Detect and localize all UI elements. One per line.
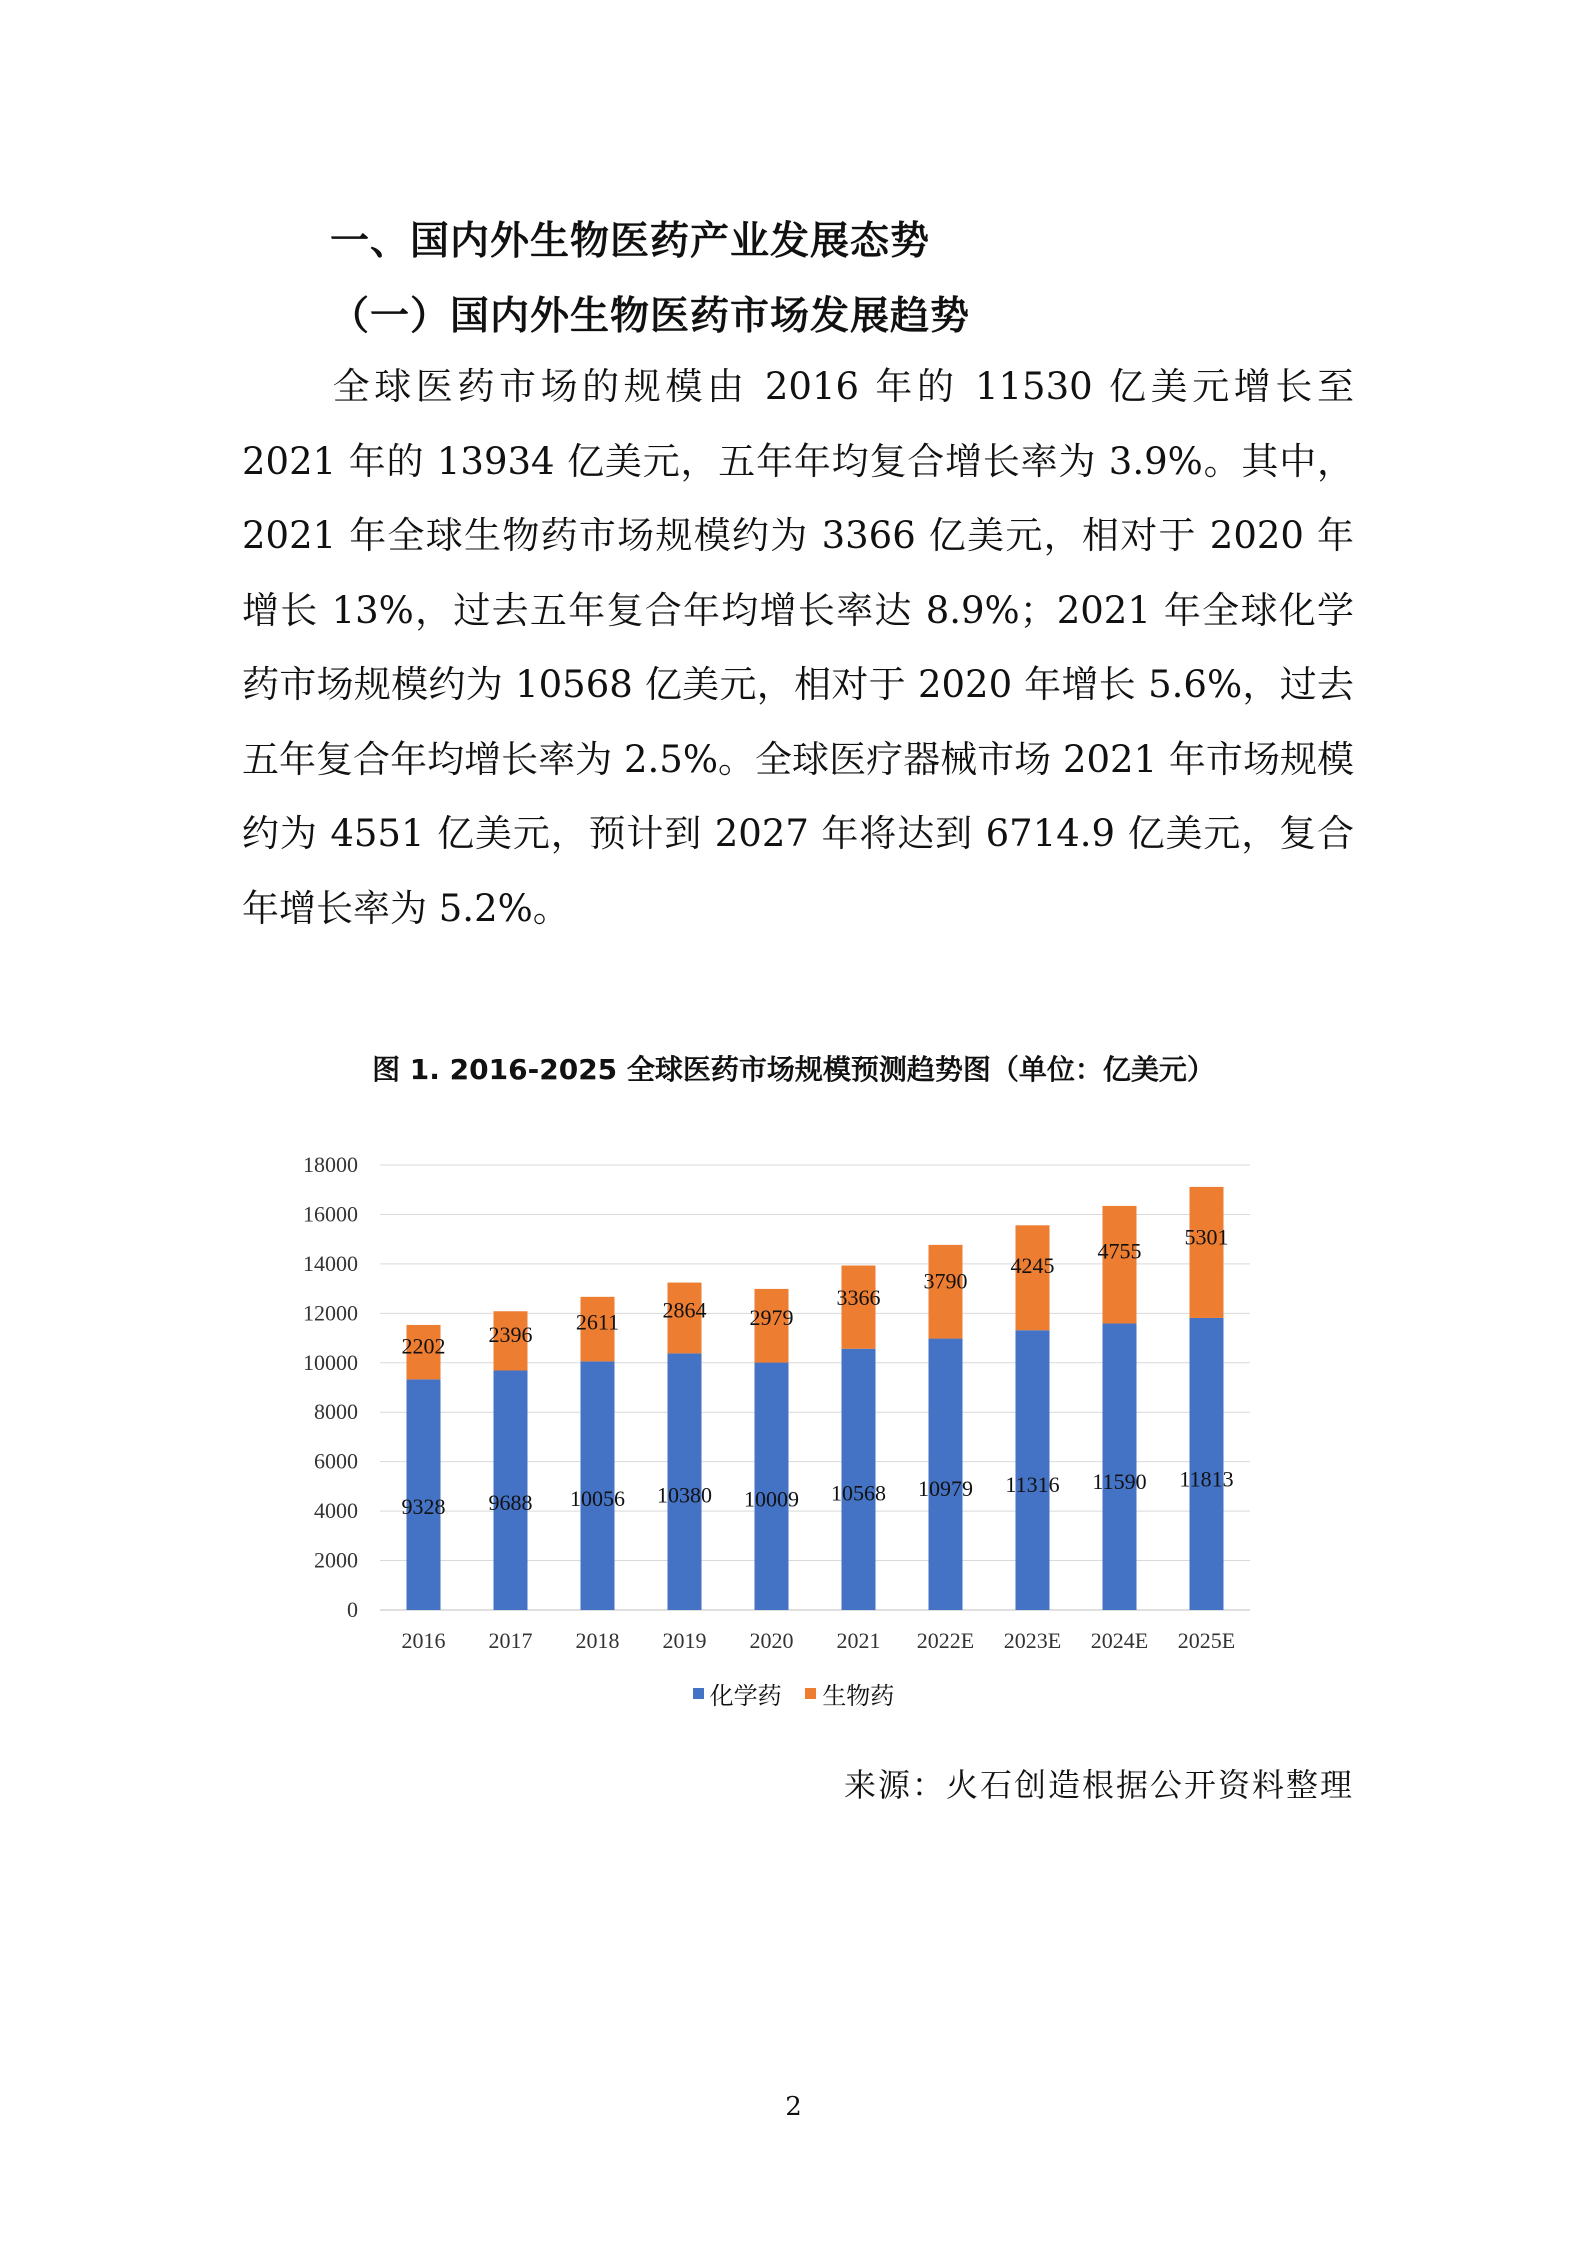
- bar-biologic: [1103, 1206, 1137, 1324]
- data-label-chemical: 9688: [488, 1490, 533, 1516]
- bar-chemical: [1103, 1323, 1137, 1610]
- x-tick-label: 2021: [836, 1628, 881, 1653]
- body-paragraph: [242, 350, 1354, 946]
- data-label-chemical: 11813: [1179, 1466, 1234, 1492]
- data-label-chemical: 11316: [1005, 1472, 1060, 1498]
- data-label-chemical: 10056: [570, 1486, 625, 1512]
- legend-swatch-chemical: [693, 1688, 704, 1699]
- x-tick-label: 2020: [749, 1628, 794, 1653]
- legend-item-biologic: [805, 1676, 894, 1711]
- x-tick-label: 2019: [662, 1628, 707, 1653]
- data-label-biologic: 2611: [575, 1309, 620, 1335]
- legend-item-chemical: [693, 1676, 782, 1711]
- y-tick-label: 10000: [303, 1349, 358, 1375]
- chart-svg: [280, 1140, 1280, 1680]
- data-label-biologic: 2202: [401, 1333, 446, 1359]
- x-tick-label: 2018: [575, 1628, 620, 1653]
- bar-chemical: [1190, 1318, 1224, 1610]
- y-tick-label: 6000: [314, 1448, 358, 1474]
- x-tick-label: 2024E: [1090, 1628, 1149, 1653]
- data-label-biologic: 2979: [749, 1304, 794, 1330]
- legend-label-chemical: 化学药: [709, 1682, 782, 1710]
- x-tick-label: 2023E: [1003, 1628, 1062, 1653]
- x-tick-label: 2016: [401, 1628, 446, 1653]
- x-tick-label: 2025E: [1177, 1628, 1236, 1653]
- y-tick-label: 2000: [314, 1547, 358, 1573]
- x-tick-label: 2022E: [916, 1628, 975, 1653]
- body-paragraph-text: 全球医药市场的规模由 2016 年的 11530 亿美元增长至 2021 年的 13934 亿美元，五年年均复合增长率为 3.9%。其中，2021 年全球生物药市场规模约为 3366 亿美元，相对于 2020 年增长 13%，过去五年复合年均增长率达 8.9%；2021 年全球化学药市场规模约为 10568 亿美元，相对于 2020 年增长 5.6%，过去五年复合年均增长率为 2.5%。全球医疗器械市场 2021 年市场规模约为 4551 亿美元，预计到 2027 年将达到 6714.9 亿美元，复合年增长率为 5.2%。: [242, 365, 1354, 930]
- data-label-chemical: 9328: [401, 1494, 446, 1520]
- data-label-chemical: 11590: [1092, 1469, 1147, 1495]
- data-label-biologic: 3366: [836, 1285, 881, 1311]
- data-label-chemical: 10568: [831, 1480, 886, 1506]
- y-tick-label: 0: [347, 1597, 358, 1622]
- data-label-biologic: 4245: [1010, 1253, 1055, 1279]
- data-label-biologic: 5301: [1184, 1224, 1229, 1250]
- bar-biologic: [1190, 1187, 1224, 1318]
- data-label-biologic: 3790: [923, 1268, 968, 1294]
- bar-chemical: [842, 1349, 876, 1610]
- stacked-bar-chart: [280, 1140, 1280, 1700]
- bar-chemical: [1016, 1330, 1050, 1610]
- x-tick-label: 2017: [488, 1628, 533, 1653]
- y-tick-label: 12000: [303, 1300, 358, 1326]
- data-label-biologic: 4755: [1097, 1238, 1142, 1264]
- data-label-biologic: 2396: [488, 1321, 533, 1347]
- source-note: 来源：火石创造根据公开资料整理: [843, 1766, 1354, 1804]
- bar-chemical: [929, 1339, 963, 1610]
- y-tick-label: 4000: [314, 1498, 358, 1524]
- page-number: 2: [785, 2092, 802, 2122]
- subsection-heading: （一）国内外生物医药市场发展趋势: [330, 294, 971, 339]
- figure-title: 图 1. 2016-2025 全球医药市场规模预测趋势图（单位：亿美元）: [372, 1053, 1215, 1086]
- data-label-chemical: 10979: [918, 1475, 973, 1501]
- legend-label-biologic: 生物药: [822, 1682, 895, 1710]
- y-tick-label: 14000: [303, 1250, 358, 1276]
- section-heading: 一、国内外生物医药产业发展态势: [330, 219, 931, 264]
- y-tick-label: 16000: [303, 1201, 358, 1227]
- y-tick-label: 8000: [314, 1399, 358, 1425]
- data-label-biologic: 2864: [662, 1297, 707, 1323]
- data-label-chemical: 10380: [657, 1482, 712, 1508]
- data-label-chemical: 10009: [744, 1486, 799, 1512]
- chart-legend: [0, 1676, 1587, 1711]
- legend-swatch-biologic: [805, 1688, 816, 1699]
- y-tick-label: 18000: [303, 1152, 358, 1177]
